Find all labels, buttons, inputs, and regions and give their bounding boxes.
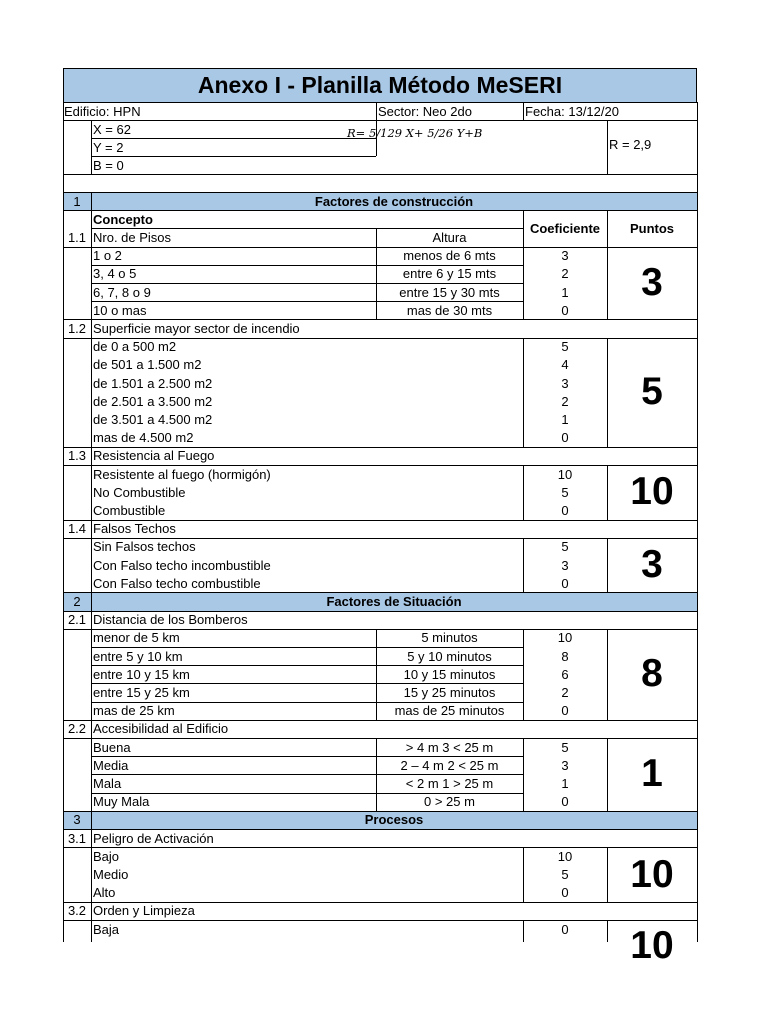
option-label: No Combustible [93, 484, 186, 500]
option-coefficient: 0 [561, 502, 569, 518]
option-detail: mas de 25 minutos [394, 703, 505, 719]
option-label: mas de 25 km [93, 703, 175, 719]
sector-label: Sector: Neo 2do [378, 103, 472, 119]
option-label: 3, 4 o 5 [93, 266, 137, 282]
grid-line [697, 538, 698, 593]
factor-number: 1.3 [67, 448, 87, 464]
edificio-label: Edificio: HPN [64, 103, 141, 119]
option-label: entre 10 y 15 km [93, 666, 190, 682]
altura-header: Altura [432, 229, 467, 245]
option-label: de 0 a 500 m2 [93, 339, 177, 355]
grid-line [63, 847, 64, 902]
factor-name: Orden y Limpieza [93, 903, 195, 919]
grid-line [63, 738, 64, 811]
option-label: de 1.501 a 2.500 m2 [93, 375, 213, 391]
grid-line [91, 829, 92, 847]
option-label: Alto [93, 885, 116, 901]
option-label: Muy Mala [93, 794, 150, 810]
option-coefficient: 10 [557, 630, 573, 646]
factor-number: 2.2 [67, 721, 87, 737]
option-label: Bajo [93, 848, 120, 864]
option-detail: entre 15 y 30 mts [399, 284, 500, 300]
option-label: Resistente al fuego (hormigón) [93, 466, 271, 482]
factor-name: Accesibilidad al Edificio [93, 721, 229, 737]
section-number: 2 [73, 593, 81, 609]
option-label: Buena [93, 739, 131, 755]
option-label: Mala [93, 775, 122, 791]
factor-points: 10 [630, 852, 674, 896]
factor-number: 3.1 [67, 830, 87, 846]
factor-name: Distancia de los Bomberos [93, 612, 248, 628]
grid-line [697, 447, 698, 465]
option-detail: 5 minutos [421, 630, 478, 646]
option-label: Sin Falsos techos [93, 539, 196, 555]
grid-line [91, 902, 92, 920]
grid-line [91, 520, 92, 538]
grid-line [697, 192, 698, 210]
grid-line [91, 319, 92, 337]
grid-line [63, 247, 64, 320]
option-label: menor de 5 km [93, 630, 180, 646]
option-label: Con Falso techo combustible [93, 575, 261, 591]
factor-points: 3 [641, 543, 663, 587]
factor-name: Superficie mayor sector de incendio [93, 320, 300, 336]
grid-line [697, 847, 698, 902]
grid-line [91, 338, 92, 447]
option-coefficient: 0 [561, 794, 569, 810]
grid-line [376, 102, 377, 120]
option-label: Baja [93, 921, 120, 937]
grid-line [697, 247, 698, 320]
section-number: 1 [73, 193, 81, 209]
formula-text: R= 5/129 X+ 5/26 Y+B [347, 126, 483, 140]
option-detail: 0 > 25 m [424, 794, 475, 810]
grid-line [697, 520, 698, 538]
option-coefficient: 1 [561, 411, 569, 427]
x-value: X = 62 [93, 121, 131, 137]
grid-line [697, 102, 698, 192]
option-coefficient: 5 [561, 739, 569, 755]
option-detail: 15 y 25 minutos [403, 684, 496, 700]
grid-line [91, 538, 92, 593]
option-coefficient: 0 [561, 921, 569, 937]
option-coefficient: 0 [561, 885, 569, 901]
option-label: Medio [93, 866, 129, 882]
option-coefficient: 6 [561, 666, 569, 682]
grid-line [63, 538, 64, 593]
option-label: de 501 a 1.500 m2 [93, 357, 202, 373]
grid-line [63, 465, 64, 520]
section-title: Procesos [364, 812, 424, 828]
grid-line [63, 629, 64, 720]
factor-name: Peligro de Activación [93, 830, 214, 846]
option-coefficient: 1 [561, 775, 569, 791]
option-coefficient: 5 [561, 539, 569, 555]
option-detail: 2 – 4 m 2 < 25 m [400, 757, 499, 773]
y-value: Y = 2 [93, 139, 124, 155]
factor-points: 5 [641, 370, 663, 414]
grid-line [63, 174, 697, 175]
grid-line [63, 920, 64, 942]
grid-line [697, 629, 698, 720]
factor-number: 2.1 [67, 612, 87, 628]
factor-points: 8 [641, 652, 663, 696]
grid-line [697, 920, 698, 942]
grid-line [607, 120, 608, 174]
grid-line [697, 338, 698, 447]
grid-line [697, 319, 698, 337]
option-label: entre 15 y 25 km [93, 684, 190, 700]
grid-line [697, 465, 698, 520]
option-detail: 10 y 15 minutos [403, 666, 496, 682]
factor-name: Nro. de Pisos [93, 229, 172, 245]
grid-line [697, 902, 698, 920]
page-title: Anexo I - Planilla Método MeSERI [197, 72, 563, 98]
option-detail: > 4 m 3 < 25 m [405, 739, 494, 755]
factor-points: 3 [641, 261, 663, 304]
option-detail: entre 6 y 15 mts [402, 266, 497, 282]
option-coefficient: 0 [561, 703, 569, 719]
factor-number: 1.4 [67, 521, 87, 537]
puntos-header: Puntos [629, 220, 675, 236]
factor-number: 1.2 [67, 320, 87, 336]
option-label: Combustible [93, 502, 166, 518]
option-coefficient: 2 [561, 684, 569, 700]
option-detail: menos de 6 mts [403, 248, 496, 264]
section-number: 3 [73, 812, 81, 828]
grid-line [91, 720, 92, 738]
grid-line [91, 920, 92, 942]
option-coefficient: 4 [561, 357, 569, 373]
option-coefficient: 5 [561, 339, 569, 355]
grid-line [91, 465, 92, 520]
option-label: 1 o 2 [93, 248, 122, 264]
option-coefficient: 3 [561, 757, 569, 773]
option-coefficient: 10 [557, 466, 573, 482]
factor-points: 10 [630, 924, 674, 967]
factor-points: 10 [630, 470, 674, 514]
grid-line [523, 102, 524, 120]
grid-line [91, 447, 92, 465]
option-detail: < 2 m 1 > 25 m [405, 775, 494, 791]
option-label: entre 5 y 10 km [93, 648, 183, 664]
option-label: 10 o mas [93, 302, 147, 318]
grid-line [697, 720, 698, 738]
grid-line [697, 829, 698, 847]
grid-line [697, 210, 698, 246]
option-coefficient: 3 [561, 375, 569, 391]
option-label: Con Falso techo incombustible [93, 557, 271, 573]
option-coefficient: 0 [561, 430, 569, 446]
option-label: de 3.501 a 4.500 m2 [93, 411, 213, 427]
grid-line [697, 592, 698, 610]
factor-name: Falsos Techos [93, 521, 176, 537]
factor-points: 1 [641, 752, 663, 796]
option-label: mas de 4.500 m2 [93, 430, 194, 446]
option-coefficient: 3 [561, 557, 569, 573]
clipped-points-area [607, 924, 697, 967]
option-coefficient: 3 [561, 248, 569, 264]
option-label: 6, 7, 8 o 9 [93, 284, 151, 300]
grid-line [697, 811, 698, 829]
option-label: Media [93, 757, 129, 773]
grid-line [697, 611, 698, 629]
grid-line [91, 629, 92, 720]
grid-line [91, 847, 92, 902]
grid-line [697, 738, 698, 811]
option-coefficient: 2 [561, 393, 569, 409]
coeficiente-header: Coeficiente [529, 220, 601, 236]
option-coefficient: 0 [561, 575, 569, 591]
option-coefficient: 5 [561, 484, 569, 500]
factor-number: 3.2 [67, 903, 87, 919]
fecha-label: Fecha: 13/12/20 [525, 103, 619, 119]
r-result: R = 2,9 [609, 137, 652, 152]
factor-name: Resistencia al Fuego [93, 448, 215, 464]
grid-line [63, 338, 64, 447]
option-coefficient: 0 [561, 302, 569, 318]
option-coefficient: 8 [561, 648, 569, 664]
option-label: de 2.501 a 3.500 m2 [93, 393, 213, 409]
option-coefficient: 5 [561, 866, 569, 882]
b-value: B = 0 [93, 157, 124, 173]
concepto-header: Concepto [93, 211, 153, 227]
grid-line [91, 120, 92, 174]
option-detail: mas de 30 mts [406, 302, 493, 318]
section-title: Factores de construcción [314, 193, 474, 209]
grid-line [91, 611, 92, 629]
option-detail: 5 y 10 minutos [407, 648, 492, 664]
option-coefficient: 2 [561, 266, 569, 282]
section-title: Factores de Situación [326, 593, 462, 609]
option-coefficient: 1 [561, 284, 569, 300]
factor-number: 1.1 [67, 229, 87, 245]
option-coefficient: 10 [557, 848, 573, 864]
